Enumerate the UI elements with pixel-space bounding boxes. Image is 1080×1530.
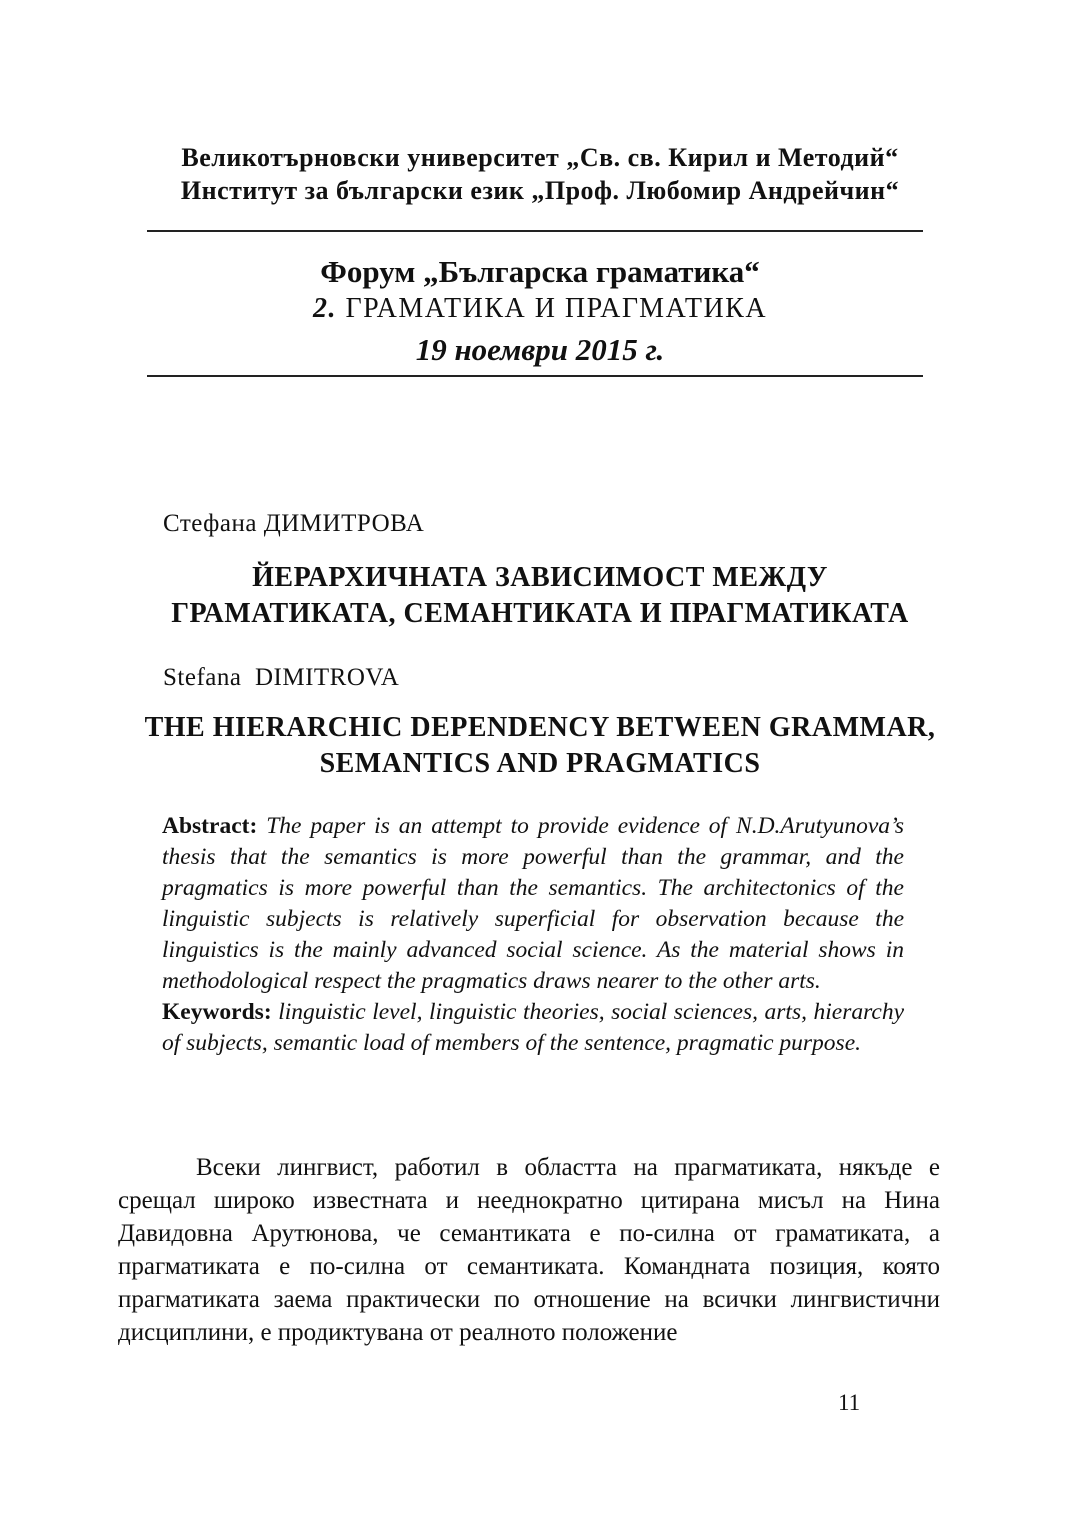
author-bg-first-name: Стефана <box>163 510 257 537</box>
institution-institute: Институт за български език „Проф. Любомир Андрейчин“ <box>180 176 900 205</box>
page-number: 11 <box>838 1390 861 1415</box>
abstract-label: Abstract: <box>162 813 258 839</box>
header-divider-bottom <box>147 375 923 377</box>
abstract-block <box>162 811 904 1059</box>
author-bg <box>163 510 424 538</box>
article-title-bg-line1: ЙЕРАРХИЧНАТА ЗАВИСИМОСТ МЕЖДУ <box>252 562 828 593</box>
article-title-en-line2: SEMANTICS AND PRAGMATICS <box>319 748 761 779</box>
header-divider-top <box>147 230 923 232</box>
body-text <box>118 1151 940 1349</box>
author-en-last-name: DIMITROVA <box>254 664 400 691</box>
article-title-en <box>120 710 960 782</box>
forum-issue-number: 2. <box>312 293 337 324</box>
abstract-text: The paper is an attempt to provide evidence of N.D.Arutyunova’s thesis that the semantics is more powerful than the grammar, and the pragmatics is more powerful than the semantics. The architectonics of the linguistic subjects is relatively superficial for observation because the linguistics is the mainly advanced social science. As the material shows in methodological respect the pragmatics draws nearer to the other arts. <box>162 813 904 994</box>
keywords-label: Keywords: <box>162 999 272 1025</box>
forum-issue-title: ГРАМАТИКА И ПРАГМАТИКА <box>345 293 768 324</box>
article-title-bg-line2: ГРАМАТИКАТА, СЕМАНТИКАТА И ПРАГМАТИКАТА <box>171 598 909 629</box>
forum-date: 19 ноември 2015 г. <box>415 332 665 367</box>
author-bg-last-name: ДИМИТРОВА <box>263 510 425 537</box>
article-title-bg <box>120 560 960 632</box>
keywords-text: linguistic level, linguistic theories, social sciences, arts, hierarchy of subjects, semantic load of members of the sentence, pragmatic purpose. <box>162 999 905 1056</box>
author-en <box>163 664 399 692</box>
keywords-paragraph <box>162 997 904 1059</box>
institution-university: Великотърновски университет „Св. св. Кирил и Методий“ <box>181 143 899 172</box>
forum-title: Форум „Българска граматика“ <box>320 254 760 289</box>
author-en-first-name: Stefana <box>163 664 242 691</box>
body-paragraph: Всеки лингвист, работил в областта на прагматиката, някъде е срещал широко известната и нееднократно цитирана мисъл на Нина Давидовна Арутюнова, че семантиката е по-силна от граматиката, а прагматиката е по-силна от семантиката. Командната позиция, която прагматиката заема практически по отношение на всички лингвистични дисциплини, е продиктувана от реалното положение <box>118 1154 940 1346</box>
article-title-en-line1: THE HIERARCHIC DEPENDENCY BETWEEN GRAMMAR, <box>144 712 936 743</box>
forum-issue <box>140 293 940 325</box>
abstract-paragraph <box>162 811 904 997</box>
